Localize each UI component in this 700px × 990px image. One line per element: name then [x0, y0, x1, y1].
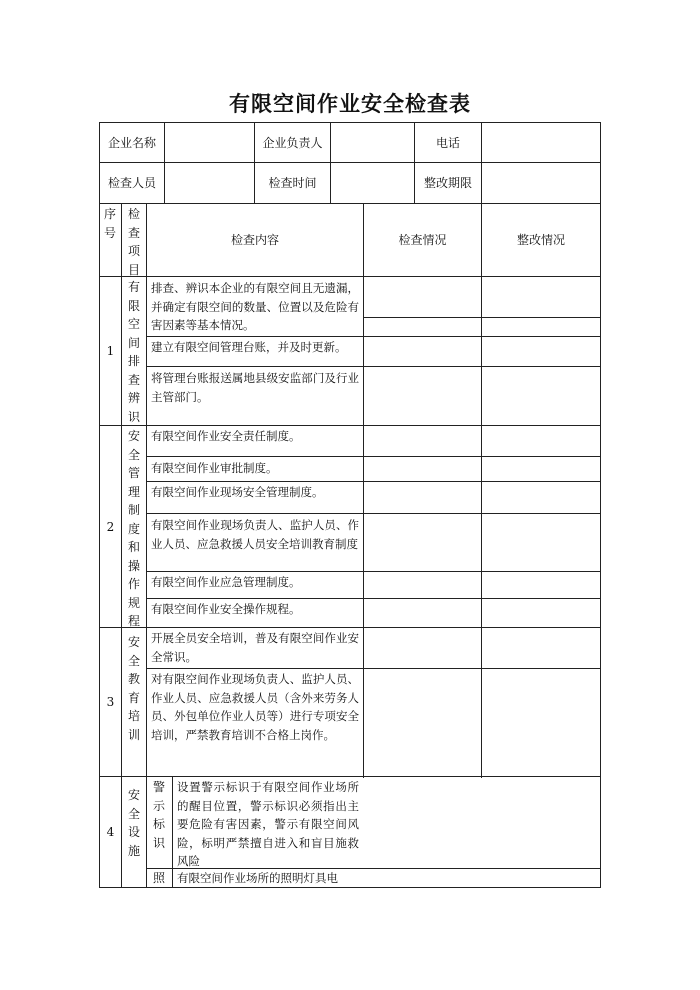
deadline-field[interactable]: [482, 163, 600, 203]
section-4-sub-1-text: 设置警示标识于有限空间作业场所的醒目位置，警示标识必须指出主要危险有害因素，警示有限空间风险，标明严禁擅自进入和盲目施救风险: [177, 780, 359, 868]
status-header: 检查情况: [398, 233, 447, 247]
section-2-row-3: 有限空间作业现场安全管理制度。: [151, 485, 324, 499]
company-head-field[interactable]: [331, 123, 414, 162]
phone-field[interactable]: [482, 123, 600, 162]
section-4-sub-2-text: 有限空间作业场所的照明灯具电: [177, 871, 338, 885]
seq-header: 序号: [103, 207, 116, 240]
section-3-row-2: 对有限空间作业现场负责人、监护人员、作业人员、应急救援人员（含外来劳务人员、外包单位作业人员等）进行专项安全培训，严禁教育培训不合格上岗作。: [151, 672, 359, 742]
inspector-label: 检查人员: [107, 176, 156, 190]
section-2-row-5: 有限空间作业应急管理制度。: [151, 575, 301, 589]
inspect-time-label: 检查时间: [268, 176, 317, 190]
rectify-header: 整改情况: [516, 233, 565, 247]
section-1-name: 有限空间排查辨识: [127, 280, 140, 424]
phone-label: 电话: [435, 135, 460, 150]
company-head-label: 企业负责人: [262, 135, 323, 150]
content-header: 检查内容: [230, 233, 279, 247]
section-2-row-4: 有限空间作业现场负责人、监护人员、作业人员、应急救援人员安全培训教育制度: [151, 518, 359, 551]
section-2-row-6: 有限空间作业安全操作规程。: [151, 602, 301, 616]
company-name-field[interactable]: [165, 123, 254, 162]
section-3-number: 3: [106, 695, 115, 709]
page-title: 有限空间作业安全检查表: [229, 92, 471, 116]
inspector-field[interactable]: [165, 163, 254, 203]
section-1-number: 1: [106, 344, 115, 358]
section-2-row-2: 有限空间作业审批制度。: [151, 461, 278, 475]
item-header: 检查项目: [127, 207, 140, 277]
section-2-number: 2: [106, 519, 115, 534]
section-4-name: 安全设施: [127, 788, 140, 858]
section-4-sub-1-name: 警示标识: [152, 780, 165, 850]
deadline-label: 整改期限: [423, 176, 472, 190]
section-3-row-1: 开展全员安全培训，普及有限空间作业安全常识。: [151, 631, 359, 664]
company-name-label: 企业名称: [107, 135, 156, 150]
section-1-row-1: 排查、辨识本企业的有限空间且无遗漏，并确定有限空间的数量、位置以及危险有害因素等基本情况。: [151, 281, 359, 332]
section-1-row-3: 将管理台账报送属地县级安监部门及行业主管部门。: [151, 371, 359, 404]
inspect-time-field[interactable]: [331, 163, 414, 203]
section-3-name: 安全教育培训: [127, 635, 140, 742]
section-4-sub-2-name: 照: [152, 871, 165, 885]
section-2-name: 安全管理制度和操作规程: [127, 429, 140, 628]
section-4-number: 4: [106, 825, 115, 839]
section-1-row-2: 建立有限空间管理台账，并及时更新。: [151, 340, 347, 354]
section-2-row-1: 有限空间作业安全责任制度。: [151, 429, 301, 443]
